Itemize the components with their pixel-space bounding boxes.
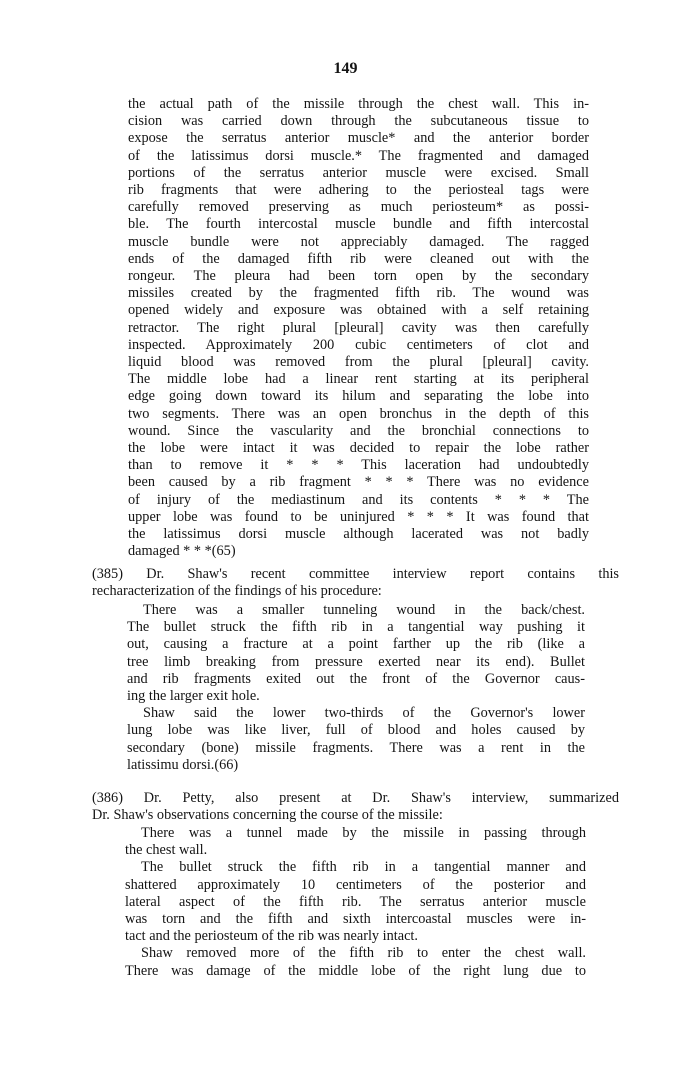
text-line: carefully removed preserving as much periosteum* as possi- — [128, 199, 589, 216]
text-line: edge going down toward its hilum and separating the lobe into — [128, 388, 589, 405]
text-line: rongeur. The pleura had been torn open by the secondary — [128, 268, 589, 285]
text-line: Shaw said the lower two-thirds of the Governor's lower — [143, 705, 585, 722]
text-line: ends of the damaged fifth rib were cleaned out with the — [128, 250, 589, 267]
text-line: There was a smaller tunneling wound in the back/chest. — [143, 602, 585, 618]
text-line: secondary (bone) missile fragments. There was a rent in the — [127, 739, 585, 756]
text-line: tree limb breaking from pressure exerted near its end). Bullet — [127, 653, 585, 670]
text-line: Dr. Shaw's observations concerning the course of the missile: — [92, 807, 443, 824]
petty-summary-quote — [125, 825, 586, 980]
text-line: expose the serratus anterior muscle* and the anterior border — [128, 130, 589, 147]
text-line: upper lobe was found to be uninjured * * * It was found that — [128, 508, 589, 525]
text-line: latissimu dorsi.(66) — [127, 756, 239, 773]
text-line: the lobe were intact it was decided to repair the lobe rather — [128, 440, 589, 457]
text-line: than to remove it * * * This laceration had undoubtedly — [128, 457, 589, 474]
text-line: shattered approximately 10 centimeters of the posterior and — [125, 876, 586, 893]
text-line: (386) Dr. Petty, also present at Dr. Shaw's interview, summarized — [92, 790, 619, 806]
operative-report-quote — [128, 96, 589, 560]
text-line: portions of the serratus anterior muscle were excised. Small — [128, 164, 589, 181]
text-line: recharacterization of the findings of his procedure: — [92, 583, 382, 600]
text-line: ing the larger exit hole. — [127, 688, 260, 705]
text-line: lung lobe was like liver, full of blood and holes caused by — [127, 722, 585, 739]
text-line: was torn and the fifth and sixth intercoastal muscles were in- — [125, 911, 586, 928]
text-line: wound. Since the vascularity and the bronchial connections to — [128, 422, 589, 439]
text-line: ble. The fourth intercostal muscle bundle and fifth intercostal — [128, 216, 589, 233]
text-line: the chest wall. — [125, 842, 208, 859]
paragraph-385 — [92, 566, 619, 600]
text-line: and rib fragments exited out the front of the Governor caus- — [127, 670, 585, 687]
text-line: the latissimus dorsi muscle although lacerated was not badly — [128, 526, 589, 543]
text-line: inspected. Approximately 200 cubic centimeters of clot and — [128, 336, 589, 353]
text-line: cision was carried down through the subcutaneous tissue to — [128, 113, 589, 130]
text-line: muscle bundle were not appreciably damaged. The ragged — [128, 233, 589, 250]
text-line: The bullet struck the fifth rib in a tangential manner and — [141, 859, 586, 876]
text-line: out, causing a fracture at a point farther up the rib (like a — [127, 636, 585, 653]
text-line: The middle lobe had a linear rent starting at its peripheral — [128, 371, 589, 388]
paragraph-386 — [92, 790, 619, 824]
text-line: of injury of the mediastinum and its contents * * * The — [128, 491, 589, 508]
text-line: retractor. The right plural [pleural] cavity was then carefully — [128, 319, 589, 336]
shaw-interview-quote — [127, 602, 585, 774]
text-line: There was a tunnel made by the missile in passing through — [141, 825, 586, 841]
text-line: been caused by a rib fragment * * * There was no evidence — [128, 474, 589, 491]
text-line: the actual path of the missile through the chest wall. This in- — [128, 96, 589, 112]
text-line: The bullet struck the fifth rib in a tangential way pushing it — [127, 619, 585, 636]
page-number: 149 — [333, 60, 358, 77]
text-line: liquid blood was removed from the plural [pleural] cavity. — [128, 354, 589, 371]
text-line: tact and the periosteum of the rib was nearly intact. — [125, 928, 418, 945]
text-line: (385) Dr. Shaw's recent committee interview report contains this — [92, 566, 619, 582]
text-line: There was damage of the middle lobe of the right lung due to — [125, 962, 586, 979]
text-line: rib fragments that were adhering to the periosteal tags were — [128, 182, 589, 199]
text-line: missiles created by the fragmented fifth rib. The wound was — [128, 285, 589, 302]
text-line: Shaw removed more of the fifth rib to enter the chest wall. — [141, 945, 586, 962]
text-line: two segments. There was an open bronchus in the depth of this — [128, 405, 589, 422]
text-line: opened widely and exposure was obtained with a self retaining — [128, 302, 589, 319]
text-line: lateral aspect of the fifth rib. The serratus anterior muscle — [125, 893, 586, 910]
text-line: of the latissimus dorsi muscle.* The fragmented and damaged — [128, 147, 589, 164]
text-line: damaged * * *(65) — [128, 543, 236, 560]
